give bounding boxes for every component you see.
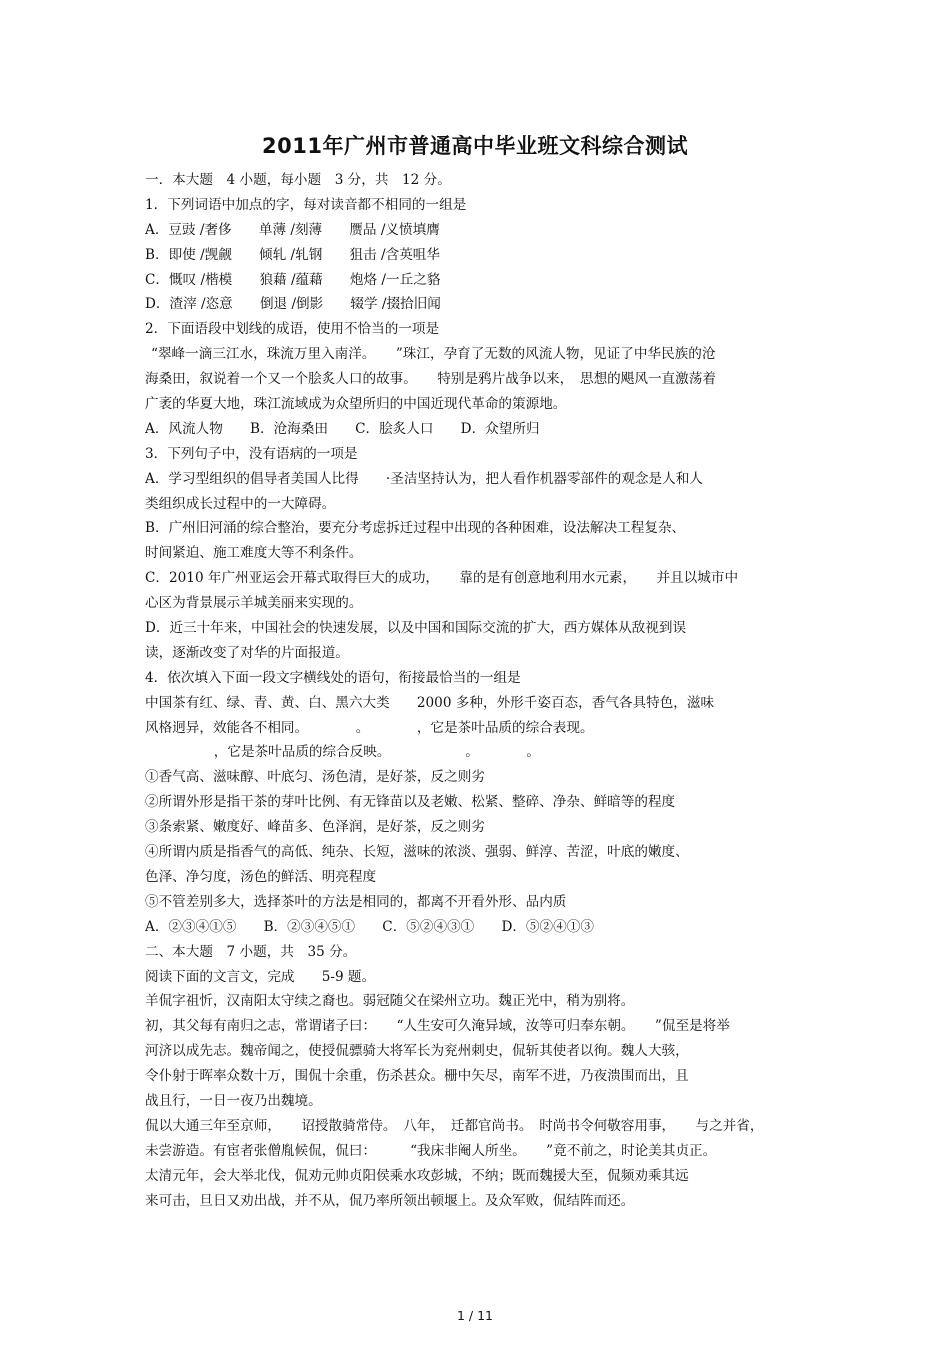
text-line: A．豆豉 /奢侈 单薄 /刻薄 赝品 /义愤填膺 <box>145 221 440 238</box>
text-line: 初，其父每有南归之志，常谓诸子曰： “人生安可久淹异域，汝等可归奉东朝。 ”侃至是将举 <box>145 1018 730 1035</box>
text-line: ④所谓内质是指香气的高低、纯杂、长短，滋味的浓淡、强弱、鲜淳、苦涩，叶底的嫩度、 <box>145 844 689 861</box>
text-line: 2．下面语段中划线的成语，使用不恰当的一项是 <box>145 321 440 338</box>
text-line: A．②③④①⑤ B．②③④⑤① C．⑤②④③① D．⑤②④①③ <box>145 918 594 935</box>
text-line: B．即使 /觊觎 倾轧 /轧钢 狙击 /含英咀华 <box>145 246 440 263</box>
text-line: 海桑田，叙说着一个又一个脍炙人口的故事。 特别是鸦片战争以来， 思想的飓风一直激荡着 <box>145 371 716 388</box>
text-line: 侃以大通三年至京师， 诏授散骑常侍。 八年， 迁都官尚书。 时尚书令何敬容用事， 与之并省， <box>145 1117 764 1134</box>
text-line: D．渣滓 /恣意 倒退 /倒影 辍学 /掇拾旧闻 <box>145 296 441 313</box>
text-line: 中国茶有红、绿、青、黄、白、黑六大类 2000 多种，外形千姿百态，香气各具特色，滋味 <box>145 694 715 711</box>
text-line: A．风流人物 B．沧海桑田 C．脍炙人口 D．众望所归 <box>145 420 540 437</box>
text-line: 未尝游造。有宦者张僧胤候侃，侃曰： “我床非阉人所坐。 ”竟不前之，时论美其贞正。 <box>145 1142 717 1159</box>
text-line: 令仆射于晖率众数十万，围侃十余重，伤杀甚众。栅中矢尽，南军不进，乃夜溃围而出，且 <box>145 1068 689 1085</box>
text-line: D．近三十年来，中国社会的快速发展，以及中国和国际交流的扩大，西方媒体从敌视到误 <box>145 620 687 637</box>
document-body <box>145 168 815 1213</box>
text-line: 时间紧迫、施工难度大等不利条件。 <box>145 545 363 562</box>
page-number: 1 / 11 <box>456 1308 494 1323</box>
text-line: 二、本大题 7 小题，共 35 分。 <box>145 943 357 960</box>
text-line: ③条索紧、嫩度好、峰苗多、色泽润，是好茶，反之则劣 <box>145 819 485 836</box>
text-line: 心区为背景展示羊城美丽来实现的。 <box>145 595 363 612</box>
text-line: 阅读下面的文言文，完成 5-9 题。 <box>145 968 376 985</box>
text-line: ②所谓外形是指干茶的芽叶比例、有无锋苗以及老嫩、松紧、整碎、净杂、鲜暗等的程度 <box>145 794 676 811</box>
text-line: A．学习型组织的倡导者美国人比得 ·圣洁坚持认为，把人看作机器零部件的观念是人和人 <box>145 470 703 487</box>
text-line: 色泽、净匀度，汤色的鲜活、明亮程度 <box>145 868 377 885</box>
text-line: ，它是茶叶品质的综合反映。 。 。 <box>173 744 541 761</box>
text-line: “翠峰一滴三江水，珠流万里入南洋。 ”珠江，孕育了无数的风流人物，见证了中华民族的沧 <box>151 346 716 363</box>
text-line: 类组织成长过程中的一大障碍。 <box>145 495 336 512</box>
text-line: 1．下列词语中加点的字，每对读音都不相同的一组是 <box>145 196 467 213</box>
text-line: ⑤不管差别多大，选择茶叶的方法是相同的，都离不开看外形、品内质 <box>145 893 567 910</box>
text-line: 来可击，旦日又劝出战，并不从，侃乃率所领出顿堰上。及众军败，侃结阵而还。 <box>145 1192 635 1209</box>
text-line: 4．依次填入下面一段文字横线处的语句，衔接最恰当的一组是 <box>145 669 521 686</box>
text-line: 一．本大题 4 小题，每小题 3 分，共 12 分。 <box>145 172 451 188</box>
text-line: C．慨叹 /楷模 狼藉 /蕴藉 炮烙 /一丘之貉 <box>145 271 441 288</box>
text-line: 风格迥异，效能各不相同。 。 ，它是茶叶品质的综合表现。 <box>145 719 594 736</box>
text-line: 读，逐渐改变了对华的片面报道。 <box>145 644 349 661</box>
text-line: 河济以成先志。魏帝闻之，使授侃骠骑大将军长为兖州刺史，侃斩其使者以徇。魏人大骇， <box>145 1043 689 1060</box>
text-line: 3．下列句子中，没有语病的一项是 <box>145 445 358 462</box>
text-line: B．广州旧河涌的综合整治，要充分考虑拆迁过程中出现的各种困难，设法解决工程复杂、 <box>145 520 686 537</box>
page-title: 2011年广州市普通高中毕业班文科综合测试 <box>262 134 688 158</box>
text-line: 羊侃字祖忻，汉南阳太守续之裔也。弱冠随父在梁州立功。魏正光中，稍为别将。 <box>145 993 635 1010</box>
text-line: 广袤的华夏大地，珠江流域成为众望所归的中国近现代革命的策源地。 <box>145 396 567 413</box>
text-line: 战且行，一日一夜乃出魏境。 <box>145 1092 322 1109</box>
text-line: C．2010 年广州亚运会开幕式取得巨大的成功， 靠的是有创意地利用水元素， 并且以城市中 <box>145 570 739 587</box>
text-line: ①香气高、滋味醇、叶底匀、汤色清，是好茶，反之则劣 <box>145 769 485 786</box>
text-line: 太清元年，会大举北伐，侃劝元帅贞阳侯乘水攻彭城，不纳；既而魏援大至，侃频劝乘其远 <box>145 1167 689 1184</box>
